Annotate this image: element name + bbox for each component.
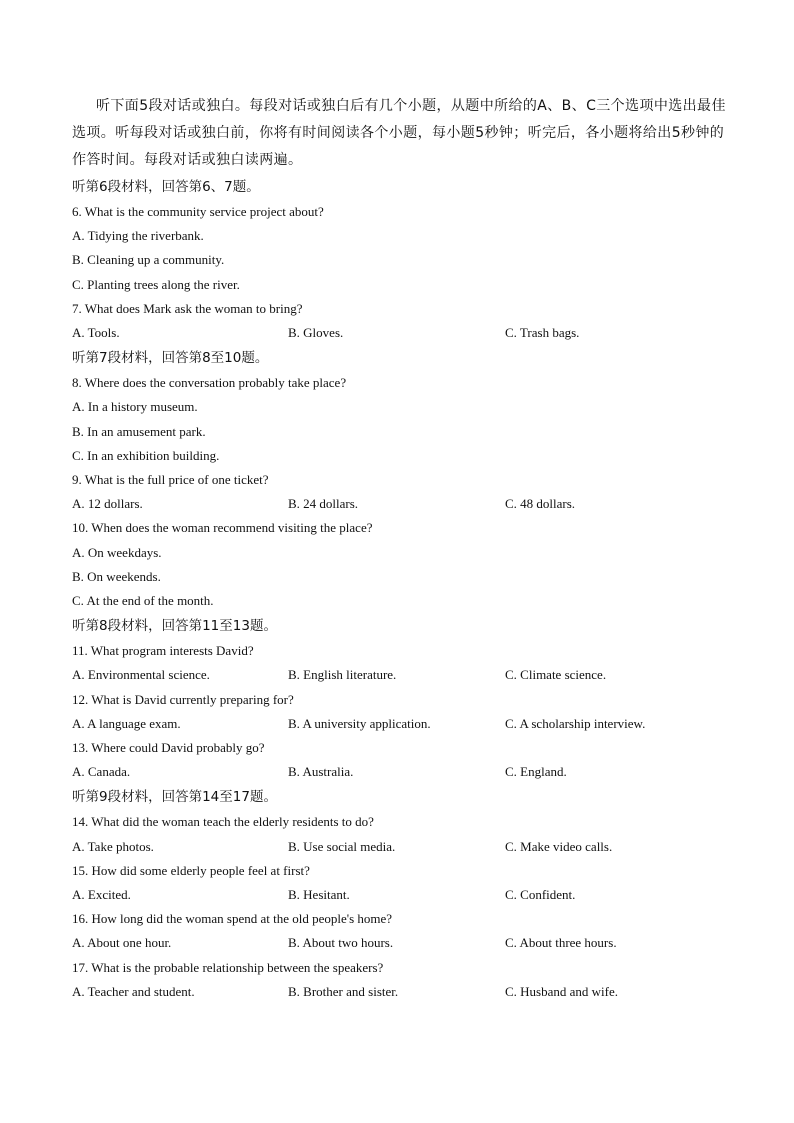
question-17: 17. What is the probable relationship between the speakers? xyxy=(72,959,384,975)
question-15-option-c: C. Confident. xyxy=(505,887,576,903)
question-15-option-b: B. Hesitant. xyxy=(288,887,350,903)
question-8-option-b: B. In an amusement park. xyxy=(72,423,206,439)
question-15-options xyxy=(72,883,732,907)
question-6-option-c: C. Planting trees along the river. xyxy=(72,276,240,292)
question-13-option-a: A. Canada. xyxy=(72,764,131,780)
question-16-options xyxy=(72,931,732,955)
question-14-option-c: C. Make video calls. xyxy=(505,838,613,854)
question-13-option-c: C. England. xyxy=(505,764,567,780)
question-16-option-a: A. About one hour. xyxy=(72,935,172,951)
question-6: 6. What is the community service project about? xyxy=(72,204,324,219)
question-8-option-c: C. In an exhibition building. xyxy=(72,447,220,463)
question-12-option-a: A. A language exam. xyxy=(72,715,181,731)
question-9-option-c: C. 48 dollars. xyxy=(505,496,576,512)
question-17-options xyxy=(72,980,732,1004)
section-heading: 听第6段材料，回答第6、7题。 xyxy=(72,179,260,195)
question-16: 16. How long did the woman spend at the old people's home? xyxy=(72,911,393,927)
question-10-option-b: B. On weekends. xyxy=(72,568,161,584)
section-heading: 听第7段材料，回答第8至10题。 xyxy=(72,350,269,367)
question-15-option-a: A. Excited. xyxy=(72,887,131,903)
question-6-option-a: A. Tidying the riverbank. xyxy=(72,228,204,244)
question-7-option-a: A. Tools. xyxy=(72,325,120,341)
question-9-options xyxy=(72,492,732,516)
section-heading: 听第8段材料，回答第11至13题。 xyxy=(72,618,277,635)
question-13-option-b: B. Australia. xyxy=(288,764,354,780)
instructions-paragraph: 听下面5段对话或独白。每段对话或独白后有几个小题，从题中所给的A、B、C三个选项中选出最佳选项。听每段对话或独白前，你将有时间阅读各个小题，每小题5秒钟；听完后，各小题将给出5秒钟的作答时间。每段对话或独白读两遍。 xyxy=(72,98,726,168)
question-15: 15. How did some elderly people feel at first? xyxy=(72,862,310,878)
question-14-options xyxy=(72,835,732,859)
question-12-option-c: C. A scholarship interview. xyxy=(505,715,646,731)
question-11-option-a: A. Environmental science. xyxy=(72,667,210,683)
question-10-option-c: C. At the end of the month. xyxy=(72,593,214,609)
question-11: 11. What program interests David? xyxy=(72,643,254,659)
section-heading: 听第9段材料，回答第14至17题。 xyxy=(72,789,277,806)
question-17-option-a: A. Teacher and student. xyxy=(72,983,195,999)
question-6-option-b: B. Cleaning up a community. xyxy=(72,252,225,268)
question-13: 13. Where could David probably go? xyxy=(72,740,265,756)
question-12: 12. What is David currently preparing for? xyxy=(72,691,294,707)
question-11-option-c: C. Climate science. xyxy=(505,667,607,683)
question-9-option-b: B. 24 dollars. xyxy=(288,496,359,512)
exam-page xyxy=(72,93,732,1004)
question-8-option-a: A. In a history museum. xyxy=(72,399,198,415)
question-9: 9. What is the full price of one ticket? xyxy=(72,472,269,488)
question-14: 14. What did the woman teach the elderly residents to do? xyxy=(72,814,374,830)
question-9-option-a: A. 12 dollars. xyxy=(72,496,143,512)
question-17-option-b: B. Brother and sister. xyxy=(288,983,399,999)
question-11-options xyxy=(72,663,732,687)
question-8: 8. Where does the conversation probably take place? xyxy=(72,375,347,391)
question-11-option-b: B. English literature. xyxy=(288,667,397,683)
question-7: 7. What does Mark ask the woman to bring? xyxy=(72,300,303,316)
question-12-options xyxy=(72,712,732,736)
question-17-option-c: C. Husband and wife. xyxy=(505,983,619,999)
question-16-option-c: C. About three hours. xyxy=(505,935,617,951)
question-7-option-b: B. Gloves. xyxy=(288,325,344,341)
question-10: 10. When does the woman recommend visiting the place? xyxy=(72,520,373,536)
question-10-option-a: A. On weekdays. xyxy=(72,544,162,560)
question-13-options xyxy=(72,760,732,784)
question-14-option-a: A. Take photos. xyxy=(72,838,154,854)
question-7-option-c: C. Trash bags. xyxy=(505,325,580,341)
question-16-option-b: B. About two hours. xyxy=(288,935,394,951)
question-7-options xyxy=(72,321,732,345)
question-12-option-b: B. A university application. xyxy=(288,715,431,731)
question-14-option-b: B. Use social media. xyxy=(288,838,396,854)
